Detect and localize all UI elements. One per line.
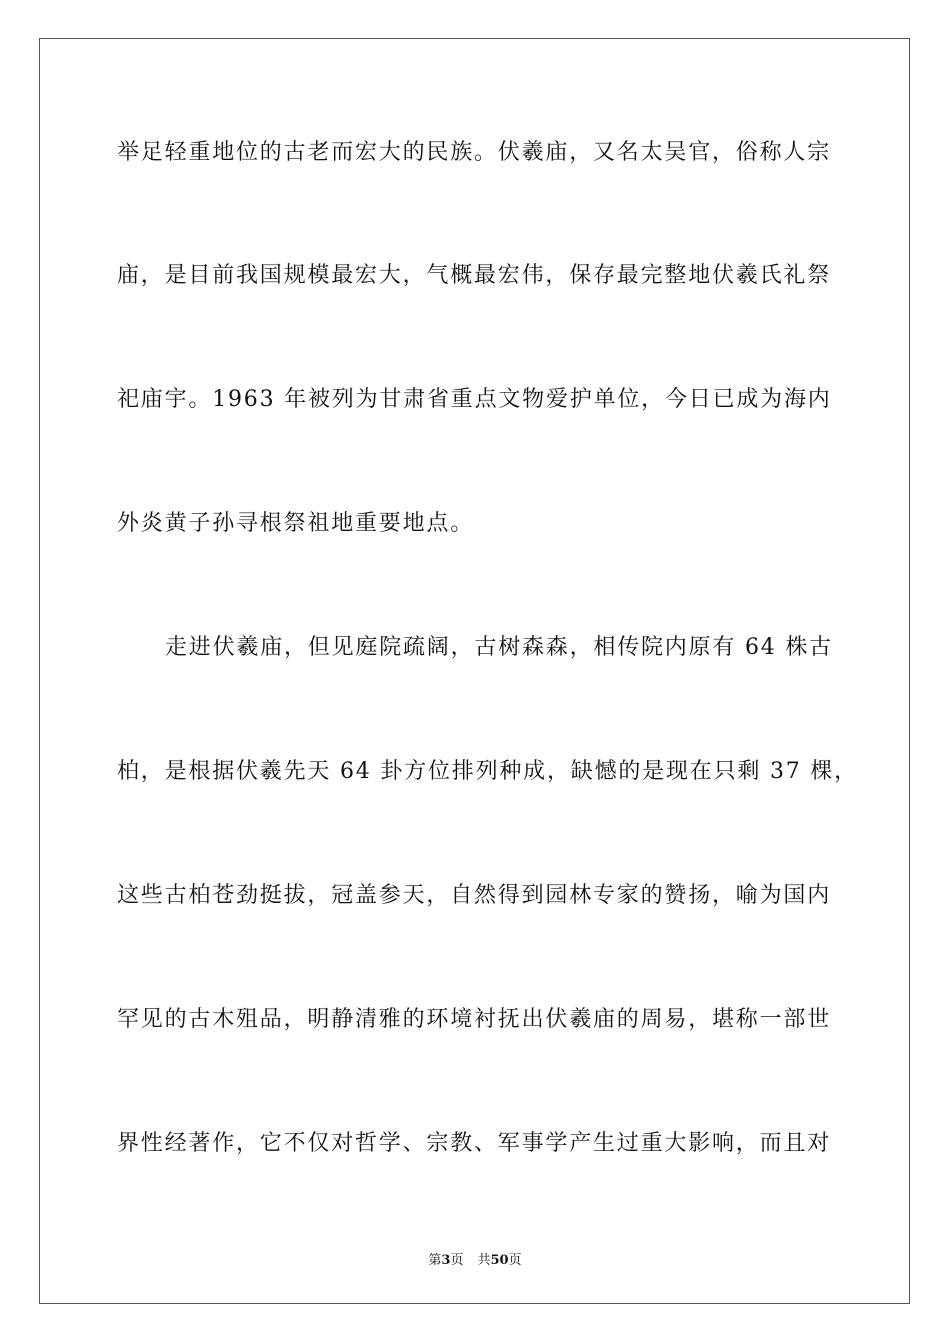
page-prefix: 第: [428, 1253, 442, 1268]
total-suffix: 页: [508, 1253, 522, 1268]
text-line-3: 祀庙宇。1963 年被列为甘肃省重点文物爱护单位，今日已成为海内: [117, 387, 832, 412]
text-line-4: 外炎黄子孙寻根祭祖地重要地点。: [117, 511, 475, 536]
page-number: 3: [441, 1253, 451, 1268]
text-line-9: 界性经著作，它不仅对哲学、宗教、军事学产生过重大影响，而且对: [117, 1131, 832, 1156]
page-footer: [0, 1249, 950, 1268]
total-prefix: 共: [477, 1253, 491, 1268]
text-line-5-paragraph-start: 走进伏羲庙，但见庭院疏阔，古树森森，相传院内原有 64 株古: [165, 635, 833, 660]
page-suffix: 页: [450, 1253, 464, 1268]
page-border: [39, 38, 910, 1304]
text-line-2: 庙，是目前我国规模最宏大，气概最宏伟，保存最完整地伏羲氏礼祭: [117, 263, 832, 288]
text-line-6: 柏，是根据伏羲先天 64 卦方位排列种成，缺憾的是现在只剩 37 棵，: [117, 759, 858, 784]
text-line-8: 罕见的古木殂品，明静清雅的环境衬抚出伏羲庙的周易，堪称一部世: [117, 1007, 832, 1032]
total-pages: 50: [490, 1253, 509, 1268]
text-line-1: 举足轻重地位的古老而宏大的民族。伏羲庙，又名太吴官，俗称人宗: [117, 140, 832, 165]
text-line-7: 这些古柏苍劲挺拔，冠盖参天，自然得到园林专家的赞扬，喻为国内: [117, 883, 832, 908]
